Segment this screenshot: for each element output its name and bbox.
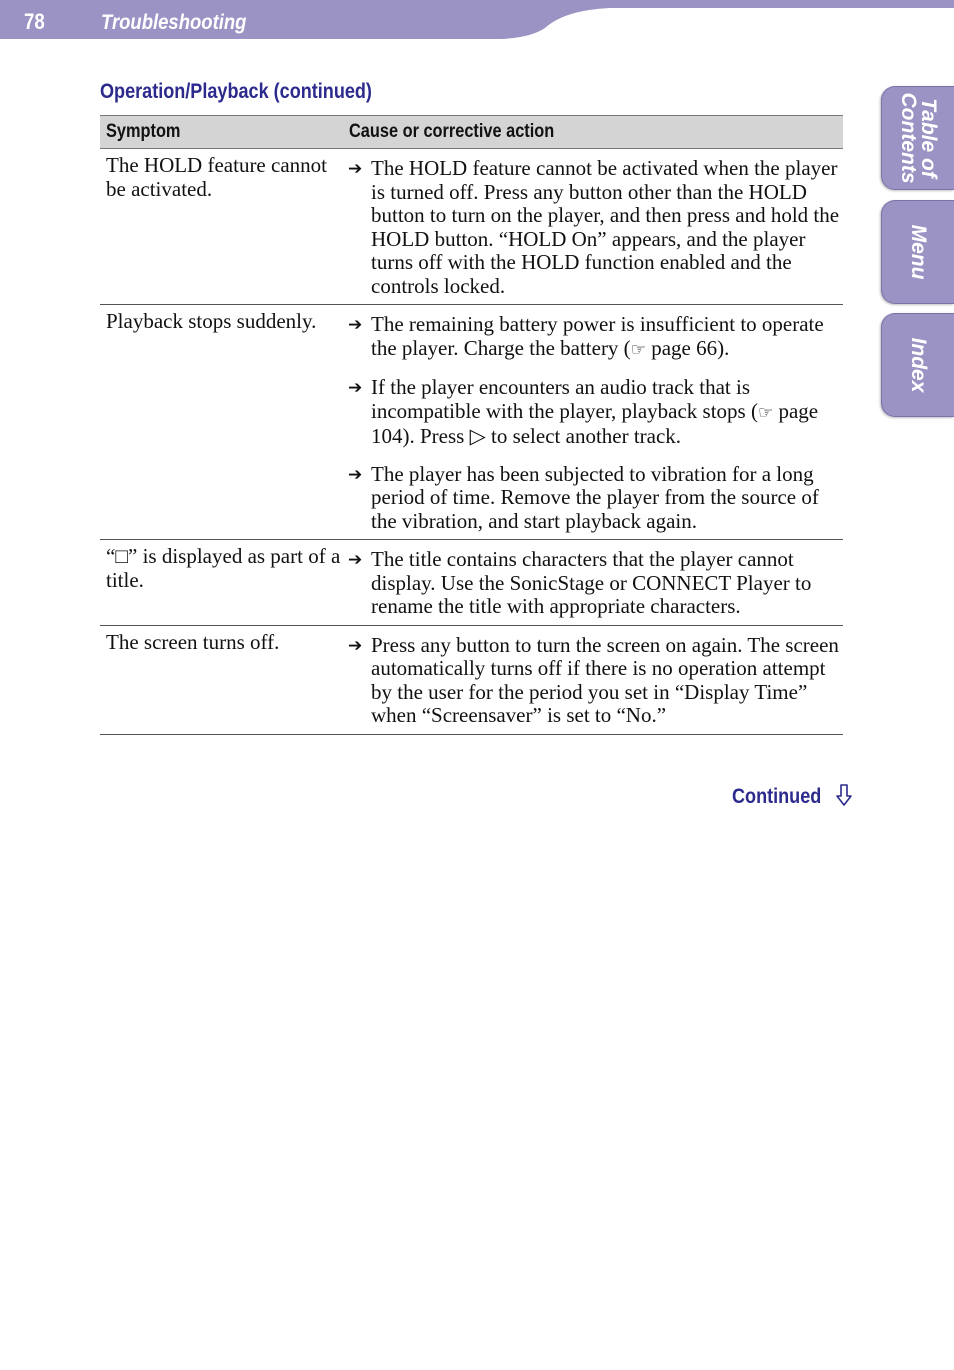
- tab-label: Menu: [907, 224, 930, 280]
- tab-label: Index: [907, 337, 930, 393]
- cause-text: If the player encounters an audio track that is incompatible with the player, playback stops (: [371, 375, 758, 423]
- arrow-right-icon: ➔: [348, 550, 363, 570]
- tab-label: Table of Contents: [897, 92, 940, 184]
- cause-item: [348, 634, 840, 728]
- pointing-hand-icon: ☞: [757, 402, 774, 423]
- page-reference-link[interactable]: page 104: [371, 398, 819, 448]
- arrow-right-icon: ➔: [348, 464, 363, 485]
- pointing-hand-icon: ☞: [630, 339, 646, 360]
- cause-cell: [348, 626, 840, 734]
- arrow-right-icon: ➔: [348, 159, 363, 179]
- symptom-cell: Playback stops suddenly.: [106, 309, 317, 333]
- cause-text-end: ).: [717, 335, 730, 360]
- tab-table-of-contents[interactable]: [881, 86, 954, 190]
- cause-text: The title contains characters that the player cannot display. Use the SonicStage or CONNECT Player to rename the title with appropriate characters.: [371, 547, 812, 618]
- table-header: [100, 115, 843, 149]
- cause-text: The remaining battery power is insufficient to operate the player. Charge the battery (: [371, 312, 824, 360]
- chapter-title: Troubleshooting: [101, 11, 247, 34]
- table-row: [100, 540, 843, 626]
- cause-item: [348, 313, 840, 362]
- table-row: [100, 149, 843, 305]
- cause-text: The HOLD feature cannot be activated when the player is turned off. Press any button other than the HOLD button to turn on the player, and then press and hold the HOLD button. “HOLD On” appears, and the player turns off with the HOLD function enabled and the controls locked.: [371, 156, 840, 298]
- arrow-right-icon: ➔: [348, 378, 363, 398]
- symptom-cell: The screen turns off.: [106, 629, 280, 654]
- cause-cell: [348, 540, 840, 625]
- page-number: 78: [24, 9, 45, 34]
- arrow-down-icon: [836, 784, 852, 806]
- table-row: [100, 305, 843, 540]
- tab-menu[interactable]: [881, 200, 954, 304]
- arrow-right-icon: ➔: [348, 635, 363, 656]
- page-reference-link[interactable]: page 66: [651, 335, 718, 360]
- troubleshooting-table: [100, 115, 843, 735]
- cause-item: [348, 157, 840, 298]
- table-row: [100, 626, 843, 735]
- symptom-cell: The HOLD feature cannot be activated.: [106, 153, 327, 201]
- cause-cell: [348, 305, 840, 539]
- cause-cell: [348, 149, 840, 304]
- page-header: [0, 0, 954, 40]
- column-header-cause: Cause or corrective action: [349, 121, 555, 142]
- cause-item: [348, 548, 840, 619]
- cause-text-end: ). Press ▷ to select another track.: [402, 424, 682, 448]
- cause-text: The player has been subjected to vibration for a long period of time. Remove the player from the source of the vibration, and start playback again.: [371, 461, 819, 533]
- cause-item: [348, 376, 840, 449]
- section-title: Operation/Playback (continued): [100, 80, 372, 103]
- symptom-cell: “□” is displayed as part of a title.: [106, 544, 341, 592]
- cause-text: Press any button to turn the screen on again. The screen automatically turns off if there is no operation attempt by the user for the period you set in “Display Time” when “Screensaver” is set to “No.”: [371, 632, 839, 727]
- cause-item: [348, 463, 840, 534]
- continued-label: Continued: [732, 785, 822, 808]
- column-header-symptom: Symptom: [106, 121, 181, 142]
- arrow-right-icon: ➔: [348, 315, 363, 335]
- tab-index[interactable]: [881, 313, 954, 417]
- continued-link[interactable]: [732, 784, 852, 809]
